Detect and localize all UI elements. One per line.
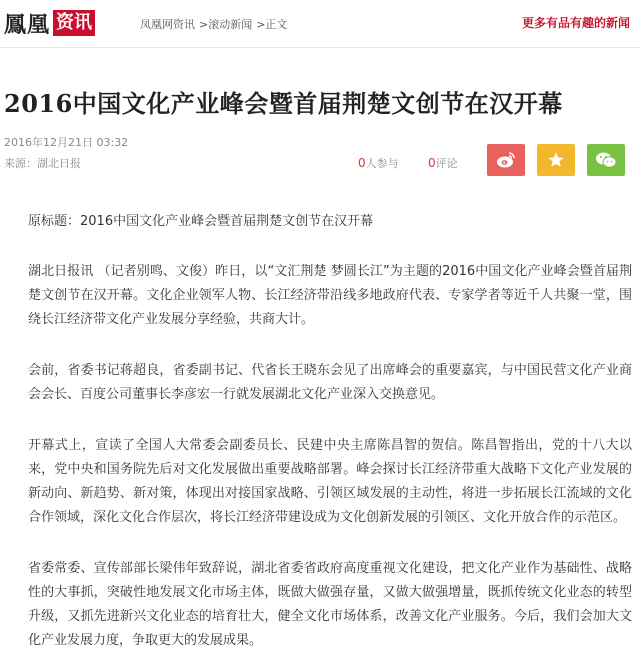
article-paragraph: 会前，省委书记蒋超良，省委副书记、代省长王晓东会见了出席峰会的重要嘉宾，与中国民营文化产业商会会长、百度公司董事长李彦宏一行就发展湖北文化产业深入交换意见。: [28, 363, 632, 402]
breadcrumb: [140, 16, 287, 32]
article-body: [28, 210, 632, 669]
comments-count[interactable]: [428, 155, 458, 171]
star-icon: [547, 151, 565, 169]
wechat-icon: [595, 151, 617, 169]
share-qzone-button[interactable]: [537, 144, 575, 176]
breadcrumb-home[interactable]: 凤凰网资讯: [140, 18, 195, 31]
participants-label: 人参与: [365, 157, 399, 170]
article-date: 2016年12月21日 03:32: [4, 136, 129, 149]
article-paragraph: 开幕式上，宣读了全国人大常委会副委员长、民建中央主席陈昌智的贺信。陈昌智指出，党的十八大以来，党中央和国务院先后对文化发展做出重要战略部署。峰会探讨长江经济带重大战略下文化产业发展的新动向、新趋势、新对策，体现出对接国家战略、引领区域发展的主动性，将进一步拓展长江流域的文化合作领域，深化文化合作层次，将长江经济带建设成为文化创新发展的引领区、文化开放合作的示范区。: [28, 438, 632, 525]
article-paragraph: 湖北日报讯 （记者别鸣、文俊）昨日，以“文汇荆楚 梦圆长江”为主题的2016中国文化产业峰会暨首届荆楚文创节在汉开幕。文化企业领军人物、长江经济带沿线多地政府代表、专家学者等近千人共聚一堂，围绕长江经济带文化产业发展分享经验，共商大计。: [28, 264, 632, 327]
share-weibo-button[interactable]: [487, 144, 525, 176]
site-header: [0, 0, 640, 48]
breadcrumb-rolling-news[interactable]: >滚动新闻: [199, 18, 253, 31]
article-title: 2016中国文化产业峰会暨首届荆楚文创节在汉开幕: [4, 89, 563, 118]
logo-section-badge: 资讯: [53, 10, 95, 36]
participants-number: 0: [358, 156, 366, 170]
header-slogan[interactable]: 更多有品有趣的新闻: [521, 16, 630, 30]
site-logo[interactable]: [4, 8, 95, 38]
weibo-icon: [496, 151, 516, 169]
participants-count[interactable]: [358, 155, 399, 171]
comments-number: 0: [428, 156, 436, 170]
breadcrumb-current: >正文: [256, 18, 288, 31]
article-source: 来源：湖北日报: [4, 157, 81, 170]
article-paragraph: 省委常委、宣传部部长梁伟年致辞说，湖北省委省政府高度重视文化建设，把文化产业作为基础性、战略性的大事抓，突破性地发展文化市场主体，既做大做强存量，又做大做强增量，既抓传统文化业态的转型升级，又抓先进新兴文化业态的培育壮大，健全文化市场体系，改善文化产业服务。今后，我们会加大文化产业发展力度，争取更大的发展成果。: [28, 561, 632, 648]
logo-text: 鳳凰: [4, 11, 51, 38]
article-paragraph: 原标题：2016中国文化产业峰会暨首届荆楚文创节在汉开幕: [28, 214, 374, 229]
comments-label: 评论: [435, 157, 458, 170]
share-wechat-button[interactable]: [587, 144, 625, 176]
